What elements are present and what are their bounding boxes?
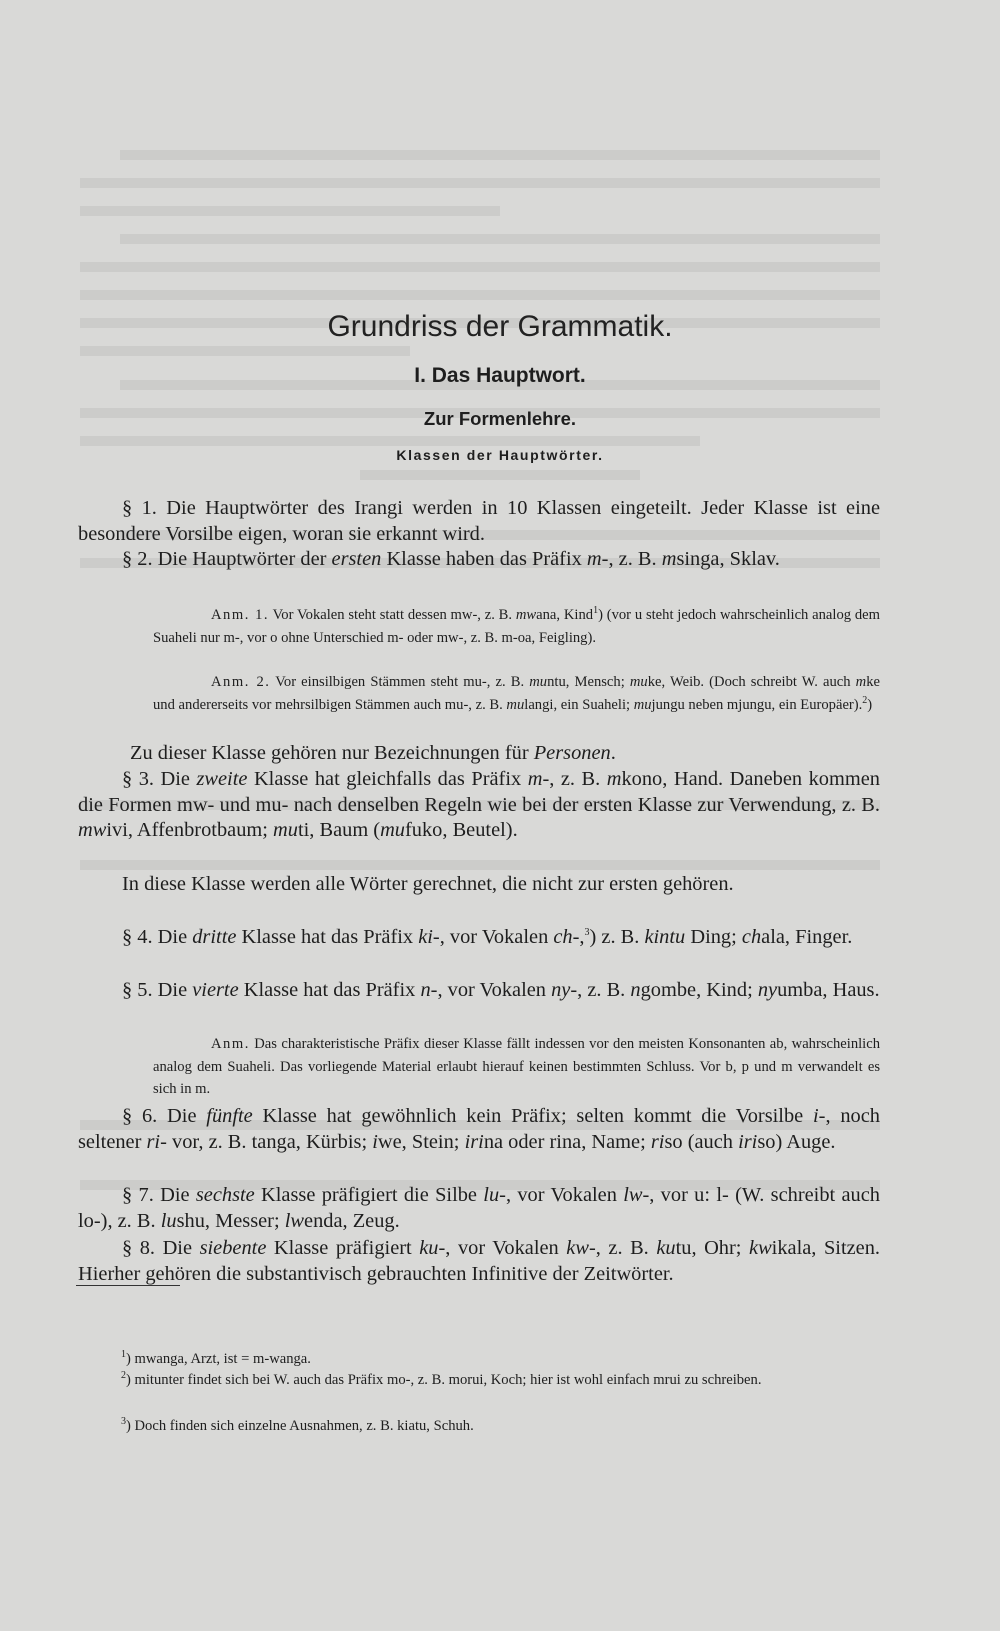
text-run: Klasse hat gleichfalls das Präfix (247, 768, 528, 790)
text-run: , noch seltener (78, 1105, 880, 1153)
footnote-marker: 3 (121, 1416, 126, 1428)
text-run: ikala, Sitzen. Hierher gehören die substantivisch gebrauchten Infinitive der Zeitwörter. (78, 1237, 881, 1285)
text-run: , vor u: l- (W. schreibt auch lo-), z. B. (78, 1184, 880, 1232)
text-run: ivi, Affenbrotbaum; (106, 819, 274, 842)
paragraph-3 (130, 741, 880, 767)
text-run: ) Doch finden sich einzelne Ausnahmen, z. B. kiatu, Schuh. (126, 1418, 474, 1434)
subsection-heading: Zur Formenlehre. (423, 408, 577, 429)
text-run: ) (867, 696, 873, 713)
italic-text: ri (650, 1130, 665, 1153)
text-run: Zu dieser Klasse gehören nur Bezeichnungen für (130, 742, 534, 764)
text-run: so (auch (664, 1130, 739, 1153)
text-run: . (610, 742, 616, 764)
footnote-marker: 2 (862, 694, 868, 706)
italic-text: i (372, 1130, 378, 1153)
text-run: ala, Finger. (761, 926, 853, 948)
text-run: § 1. Die Hauptwörter des Irangi werden in 10 Klassen eingeteilt. Jeder Klasse ist eine besondere Vorsilbe eigen, woran sie erkannt wird. (78, 497, 880, 545)
footnote-marker: 3 (584, 927, 590, 939)
italic-text: lu- (483, 1184, 506, 1206)
text-run: Klasse hat das Präfix (236, 926, 419, 948)
italic-text: Personen (533, 742, 611, 764)
italic-text: vierte (192, 979, 239, 1001)
italic-text: siebente (199, 1237, 267, 1259)
paragraph-5 (78, 872, 880, 898)
text-run: ) mitunter findet sich bei W. auch das Präfix mo-, z. B. morui, Koch; hier ist wohl einfach mrui zu schreiben. (126, 1372, 762, 1388)
italic-text: iri (738, 1130, 758, 1153)
text-run: vor, z. B. tanga, Kürbis; (166, 1130, 373, 1153)
text-run: umba, Haus. (777, 979, 880, 1001)
italic-text: mu (629, 674, 648, 690)
footnote-1 (121, 1348, 881, 1370)
text-run: fuko, Beutel). (405, 819, 518, 842)
note-1 (153, 604, 880, 649)
paragraph-7 (78, 978, 880, 1004)
text-run: we, Stein; (377, 1130, 465, 1153)
note-2 (153, 671, 880, 716)
footnote-marker: 1 (593, 605, 599, 617)
italic-text: n (630, 979, 641, 1001)
italic-text: ku- (419, 1237, 446, 1259)
text-run: , z. B. (608, 548, 662, 570)
italic-text: ch- (553, 926, 580, 948)
text-run: , vor Vokalen (439, 926, 554, 948)
text-run: kono, Hand. Daneben kommen die Formen mw- und mu- nach denselben Regeln wie bei der ersten Klasse zur Verwendung, z. B. (78, 768, 880, 816)
paragraph-4 (78, 767, 880, 844)
italic-text: i- (813, 1105, 826, 1127)
text-run: ti, Baum ( (297, 819, 381, 842)
text-run: § 4. Die (122, 926, 193, 948)
text-run: ke und andererseits vor mehrsilbigen Stämmen auch mu-, z. B. (153, 674, 880, 713)
italic-text: m (661, 548, 677, 570)
italic-text: lu (160, 1209, 177, 1232)
italic-text: ku (656, 1237, 676, 1259)
italic-text: mu (529, 674, 548, 690)
text-run: jungu neben mjungu, ein Europäer). (651, 696, 863, 713)
italic-text: kw (749, 1237, 772, 1259)
italic-text: kintu (644, 926, 686, 948)
text-run: Das charakteristische Präfix dieser Klasse fällt indessen vor den meisten Konsonanten ab, wahrscheinlich analog dem Suaheli. Das vorliegende Material erlaubt hierauf keinen bestimmten Schluss. Vor b, p und m verwandelt es sich in m. (153, 1036, 880, 1098)
text-run: Klasse präfigiert die Silbe (254, 1184, 484, 1206)
italic-text: m (855, 674, 867, 690)
text-run: Vor einsilbigen Stämmen steht mu-, z. B. (270, 674, 530, 690)
text-run: Klasse präfigiert (266, 1237, 420, 1259)
text-run: shu, Messer; (176, 1209, 285, 1232)
italic-text: mw (78, 819, 107, 842)
page-title: Grundriss der Grammatik. (327, 310, 673, 343)
italic-text: iri (464, 1130, 484, 1153)
italic-text: ny (757, 979, 778, 1001)
section-heading: I. Das Hauptwort. (414, 364, 586, 387)
italic-text: ersten (331, 548, 382, 570)
footnote-marker: 1 (121, 1349, 126, 1361)
text-run: § 3. Die (122, 768, 197, 790)
text-run: so) Auge. (757, 1130, 836, 1153)
text-run: Anm. 1. (211, 607, 270, 623)
footnote-2 (78, 1369, 881, 1391)
text-run: ) mwanga, Arzt, ist = m-wanga. (126, 1351, 311, 1367)
text-run: tu, Ohr; (675, 1237, 750, 1259)
text-run: Klasse hat gewöhnlich kein Präfix; selten kommt die Vorsilbe (252, 1105, 813, 1127)
text-run: singa, Sklav. (676, 548, 780, 570)
text-run: Klasse haben das Präfix (381, 548, 587, 570)
text-run: ) (vor u steht jedoch wahrscheinlich analog dem Suaheli nur m-, vor o ohne Unterschied m- oder mw-, z. B. m-oa, Feigling). (153, 607, 880, 646)
italic-text: lw- (623, 1184, 650, 1206)
italic-text: ki- (418, 926, 440, 948)
text-run: Vor Vokalen steht statt dessen mw-, z. B. (269, 607, 516, 623)
footnote-divider (76, 1285, 180, 1286)
text-run: , z. B. (577, 979, 631, 1001)
text-run: langi, ein Suaheli; (524, 696, 634, 713)
text-run: § 2. Die Hauptwörter der (122, 548, 332, 570)
note-3 (153, 1033, 880, 1101)
text-run: § 7. Die (122, 1184, 196, 1206)
italic-text: mu (506, 696, 525, 713)
italic-text: mu (273, 819, 298, 842)
italic-text: fünfte (206, 1105, 253, 1127)
text-run: , z. B. (595, 1237, 657, 1259)
text-run: gombe, Kind; (640, 979, 758, 1001)
paragraph-10 (78, 1236, 880, 1287)
text-run: , vor Vokalen (437, 979, 552, 1001)
text-run: § 5. Die (122, 979, 193, 1001)
italic-text: mu (380, 819, 405, 842)
footnote-marker: 2 (121, 1370, 126, 1382)
paragraph-1 (78, 496, 880, 547)
footnote-3 (121, 1415, 881, 1437)
text-run: Ding; (685, 926, 742, 948)
italic-text: dritte (192, 926, 237, 948)
text-run: Anm. 2. (211, 674, 271, 690)
text-run: Anm. (211, 1036, 250, 1052)
text-run: , (579, 926, 585, 948)
text-run: ke, Weib. (Doch schreibt W. auch (647, 674, 856, 690)
text-run: , vor Vokalen (505, 1184, 624, 1206)
italic-text: m- (527, 768, 550, 790)
text-run: Klasse hat das Präfix (238, 979, 421, 1001)
sub-subsection-heading: Klassen der Hauptwörter. (396, 447, 604, 463)
italic-text: ri- (146, 1130, 167, 1153)
text-run: ntu, Mensch; (547, 674, 630, 690)
italic-text: mw (515, 607, 537, 623)
italic-text: sechste (195, 1184, 255, 1206)
italic-text: m (606, 768, 622, 790)
text-run: na oder rina, Name; (483, 1130, 651, 1153)
text-run: enda, Zeug. (304, 1209, 400, 1232)
text-run: ) z. B. (589, 926, 645, 948)
text-run: In diese Klasse werden alle Wörter gerechnet, die nicht zur ersten gehören. (122, 873, 734, 895)
italic-text: zweite (196, 768, 248, 790)
paragraph-2 (78, 547, 880, 573)
italic-text: m- (586, 548, 609, 570)
text-run: § 8. Die (122, 1237, 200, 1259)
text-run: § 6. Die (122, 1105, 207, 1127)
paragraph-6 (78, 925, 880, 951)
text-run: , vor Vokalen (445, 1237, 567, 1259)
italic-text: mu (633, 696, 652, 713)
paragraph-8 (78, 1104, 880, 1155)
italic-text: n- (420, 979, 438, 1001)
text-run: , z. B. (549, 768, 607, 790)
italic-text: lw (284, 1209, 305, 1232)
italic-text: ny- (551, 979, 578, 1001)
paragraph-9 (78, 1183, 880, 1234)
italic-text: ch (741, 926, 762, 948)
italic-text: kw- (566, 1237, 596, 1259)
text-run: ana, Kind (536, 607, 594, 623)
